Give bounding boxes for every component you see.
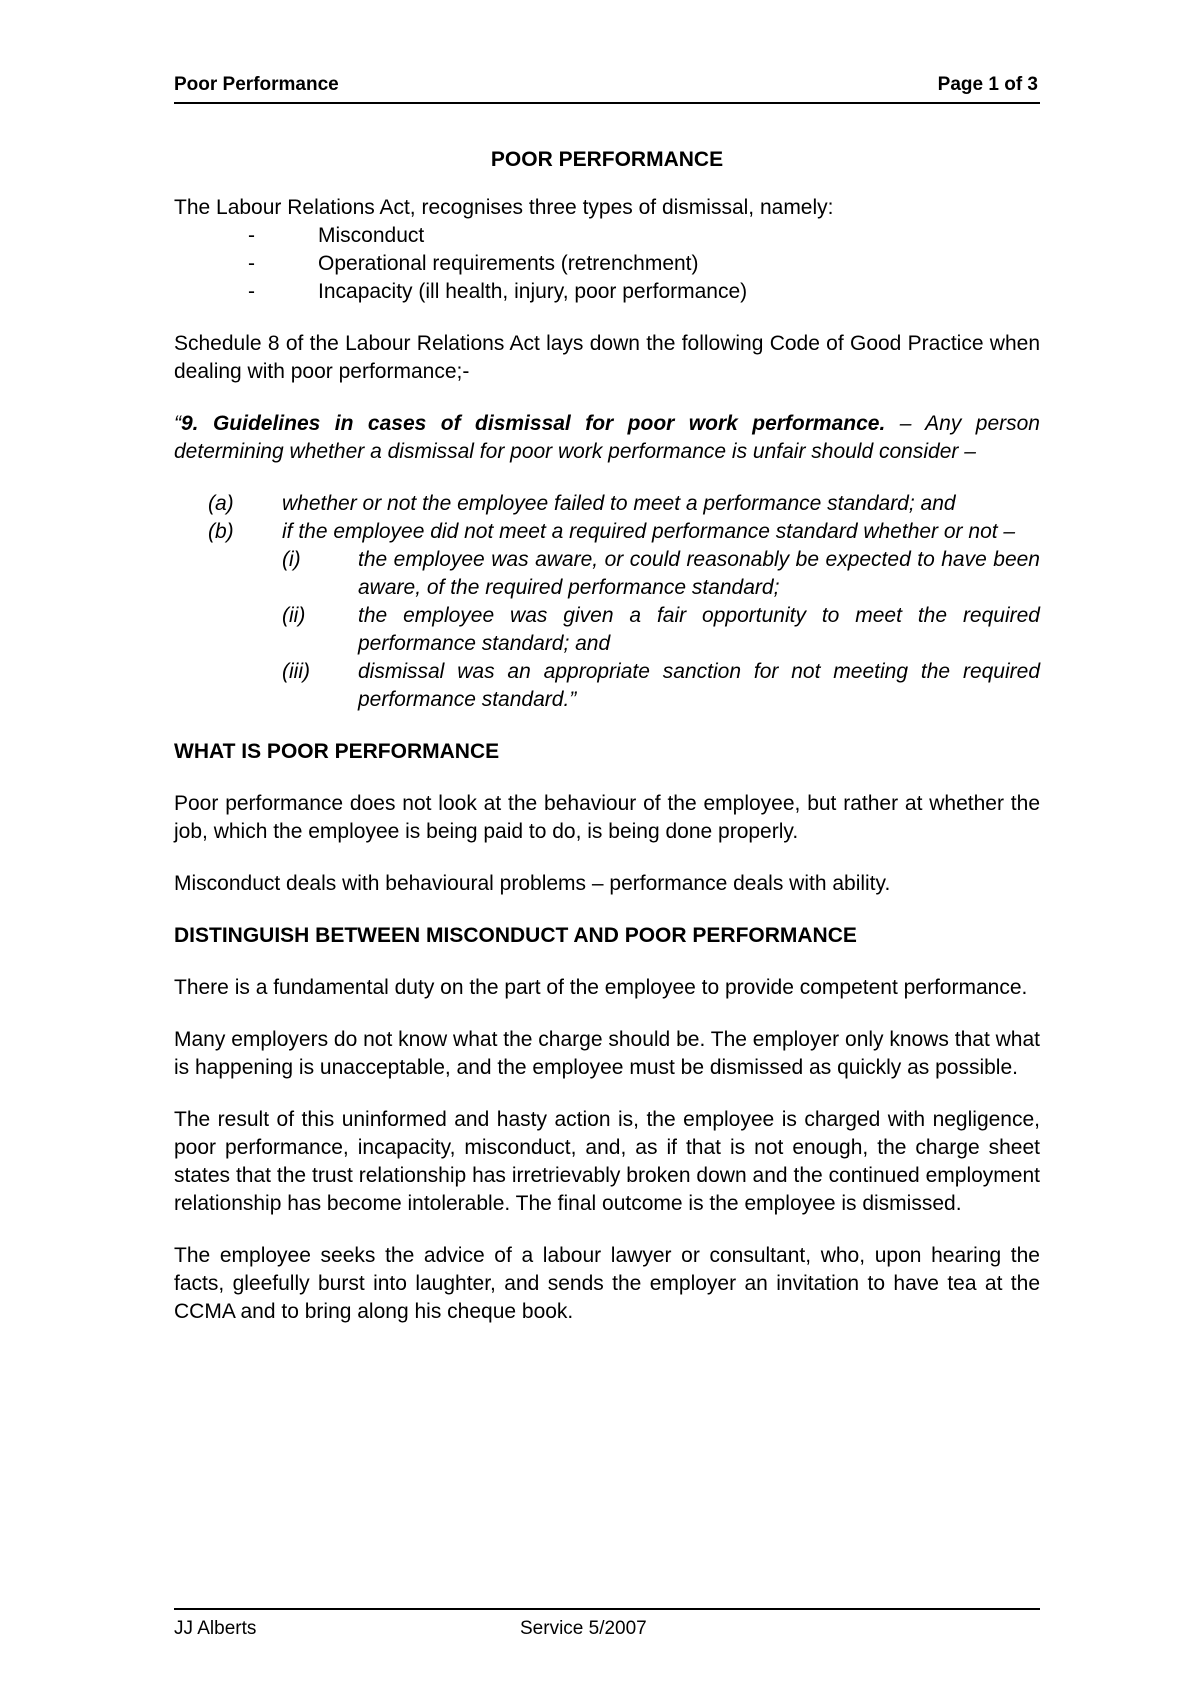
item-text: if the employee did not meet a required performance standard whether or not – <box>282 520 1016 543</box>
list-item-text: Operational requirements (retrenchment) <box>318 252 699 275</box>
intro-paragraph: The Labour Relations Act, recognises three types of dismissal, namely: <box>174 196 834 219</box>
document-body <box>174 146 1040 1326</box>
section-paragraph: Poor performance does not look at the behaviour of the employee, but rather at whether the job, which the employee is being paid to do, is being done properly. <box>174 792 1040 843</box>
page-header <box>174 72 1040 104</box>
list-dash: - <box>248 224 255 247</box>
guideline-text: – Any person determining whether a dismissal for poor work performance is unfair should consider – <box>174 412 1040 463</box>
item-text: whether or not the employee failed to meet a performance standard; and <box>282 492 956 515</box>
open-quote: “ <box>174 412 181 435</box>
guideline-subitem <box>174 602 1040 658</box>
section-paragraph: There is a fundamental duty on the part of the employee to provide competent performance. <box>174 976 1028 999</box>
subitem-text: the employee was aware, or could reasonably be expected to have been aware, of the required performance standard; <box>358 548 1040 599</box>
footer-service: Service 5/2007 <box>520 1618 647 1639</box>
page-footer <box>174 1608 1040 1648</box>
footer-author: JJ Alberts <box>174 1618 257 1639</box>
subitem-label: (ii) <box>282 604 306 627</box>
section-paragraph: Many employers do not know what the charge should be. The employer only knows that what is happening is unacceptable, and the employee must be dismissed as quickly as possible. <box>174 1028 1040 1079</box>
guideline-paragraph <box>174 410 1040 466</box>
section-paragraph: Misconduct deals with behavioural problems – performance deals with ability. <box>174 872 891 895</box>
subitem-label: (i) <box>282 548 301 571</box>
subitem-label: (iii) <box>282 660 310 683</box>
list-item <box>174 250 1040 278</box>
guideline-subitem <box>174 658 1040 714</box>
list-dash: - <box>248 252 255 275</box>
section-paragraph: The result of this uninformed and hasty action is, the employee is charged with negligence, poor performance, incapacity, misconduct, and, as if that is not enough, the charge sheet states that the trust relationship has irretrievably broken down and the continued employment relationship has become intolerable. The final outcome is the employee is dismissed. <box>174 1108 1040 1215</box>
dismissal-types-list <box>174 222 1040 306</box>
list-item <box>174 278 1040 306</box>
list-dash: - <box>248 280 255 303</box>
guideline-heading: 9. Guidelines in cases of dismissal for poor work performance. <box>181 412 886 435</box>
guideline-item <box>174 518 1040 546</box>
list-item <box>174 222 1040 250</box>
page-number: Page 1 of 3 <box>937 74 1038 95</box>
document-title: POOR PERFORMANCE <box>490 148 724 171</box>
section-heading: DISTINGUISH BETWEEN MISCONDUCT AND POOR PERFORMANCE <box>174 924 857 947</box>
list-item-text: Incapacity (ill health, injury, poor performance) <box>318 280 748 303</box>
item-label: (b) <box>208 520 234 543</box>
section-heading: WHAT IS POOR PERFORMANCE <box>174 740 500 763</box>
subitem-text: the employee was given a fair opportunity to meet the required performance standard; and <box>358 604 1040 655</box>
item-label: (a) <box>208 492 234 515</box>
list-item-text: Misconduct <box>318 224 425 247</box>
section-paragraph: The employee seeks the advice of a labour lawyer or consultant, who, upon hearing the facts, gleefully burst into laughter, and sends the employer an invitation to have tea at the CCMA and to bring along his cheque book. <box>174 1244 1040 1323</box>
guideline-subitem <box>174 546 1040 602</box>
guideline-item <box>174 490 1040 518</box>
subitem-text: dismissal was an appropriate sanction for not meeting the required performance standard.” <box>358 660 1040 711</box>
schedule-paragraph: Schedule 8 of the Labour Relations Act lays down the following Code of Good Practice when dealing with poor performance;- <box>174 332 1040 383</box>
header-title: Poor Performance <box>174 74 339 95</box>
